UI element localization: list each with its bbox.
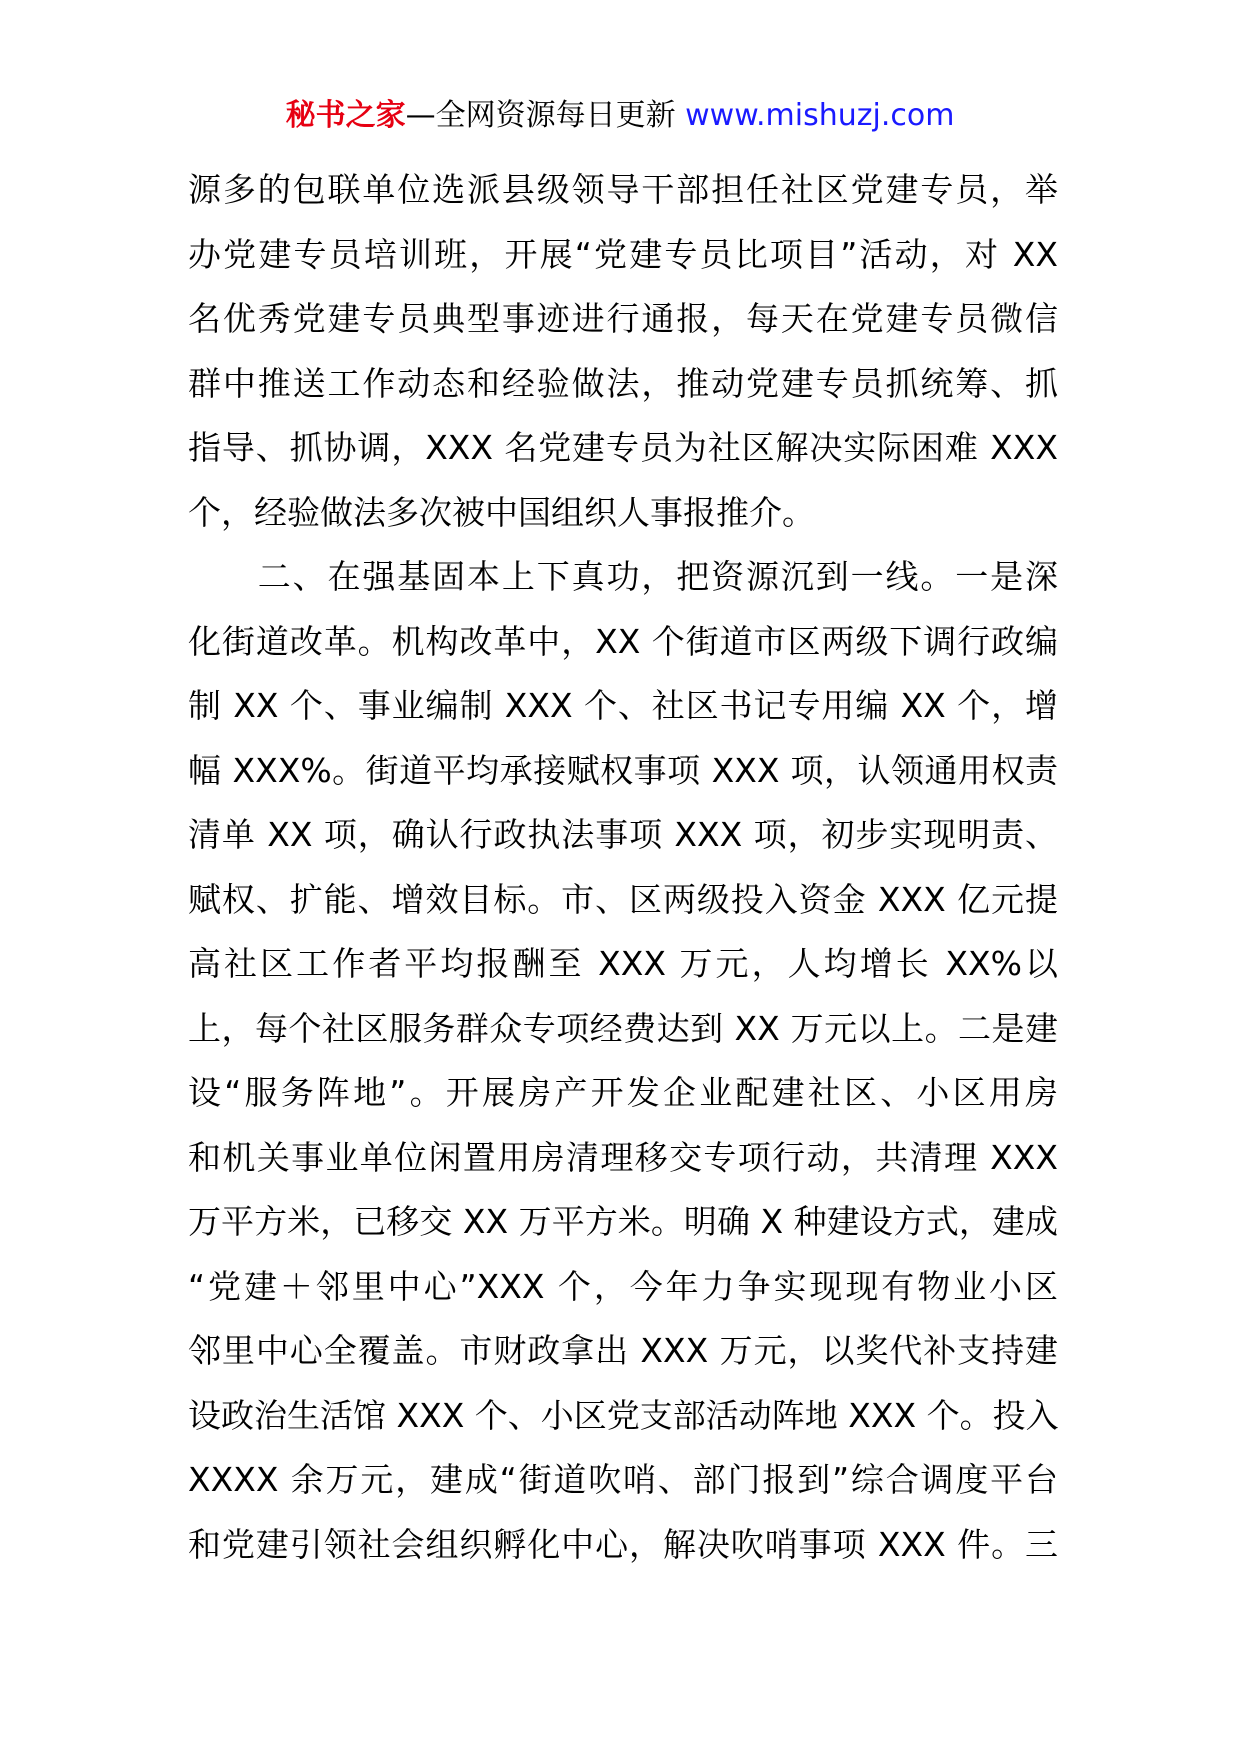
text-line: 和党建引领社会组织孵化中心，解决吹哨事项 XXX 件。三 <box>188 1524 1058 1564</box>
document-body <box>188 158 1058 1577</box>
text-line: “党建＋邻里中心”XXX 个，今年力争实现现有物业小区 <box>188 1266 1058 1306</box>
text-line: 源多的包联单位选派县级领导干部担任社区党建专员，举 <box>188 170 1058 209</box>
text-line: 指导、抓协调，XXX 名党建专员为社区解决实际困难 XXX <box>188 428 1058 467</box>
text-line: 群中推送工作动态和经验做法，推动党建专员抓统筹、抓 <box>188 363 1058 403</box>
text-line: 高社区工作者平均报酬至 XXX 万元，人均增长 XX%以 <box>188 944 1058 983</box>
text-line: 和机关事业单位闲置用房清理移交专项行动，共清理 XXX <box>188 1137 1058 1177</box>
text-line: 万平方米，已移交 XX 万平方米。明确 X 种建设方式，建成 <box>188 1202 1058 1241</box>
text-line: 办党建专员培训班，开展“党建专员比项目”活动，对 XX <box>188 234 1058 274</box>
text-line: 化街道改革。机构改革中，XX 个街道市区两级下调行政编 <box>188 621 1058 661</box>
text-line: 设“服务阵地”。开展房产开发企业配建社区、小区用房 <box>188 1073 1058 1112</box>
text-line: 上，每个社区服务群众专项经费达到 XX 万元以上。二是建 <box>188 1008 1058 1048</box>
site-url: www.mishuzj.com <box>685 98 955 133</box>
text-line: 个，经验做法多次被中国组织人事报推介。 <box>188 492 815 532</box>
site-tagline: —全网资源每日更新 <box>405 98 686 133</box>
text-line: 幅 XXX%。街道平均承接赋权事项 XXX 项，认领通用权责 <box>188 750 1058 790</box>
site-brand: 秘书之家 <box>285 98 406 133</box>
section-heading-line: 二、在强基固本上下真功，把资源沉到一线。一是深 <box>188 557 1058 596</box>
text-line: 赋权、扩能、增效目标。市、区两级投入资金 XXX 亿元提 <box>188 879 1058 919</box>
text-line: 清单 XX 项，确认行政执法事项 XXX 项，初步实现明责、 <box>188 815 1058 854</box>
text-line: XXXX 余万元，建成“街道吹哨、部门报到”综合调度平台 <box>188 1460 1058 1499</box>
text-line: 邻里中心全覆盖。市财政拿出 XXX 万元，以奖代补支持建 <box>188 1331 1058 1370</box>
text-line: 设政治生活馆 XXX 个、小区党支部活动阵地 XXX 个。投入 <box>188 1395 1059 1435</box>
site-watermark-header <box>0 94 1240 138</box>
text-line: 名优秀党建专员典型事迹进行通报，每天在党建专员微信 <box>188 299 1058 338</box>
text-line: 制 XX 个、事业编制 XXX 个、社区书记专用编 XX 个，增 <box>188 686 1058 725</box>
